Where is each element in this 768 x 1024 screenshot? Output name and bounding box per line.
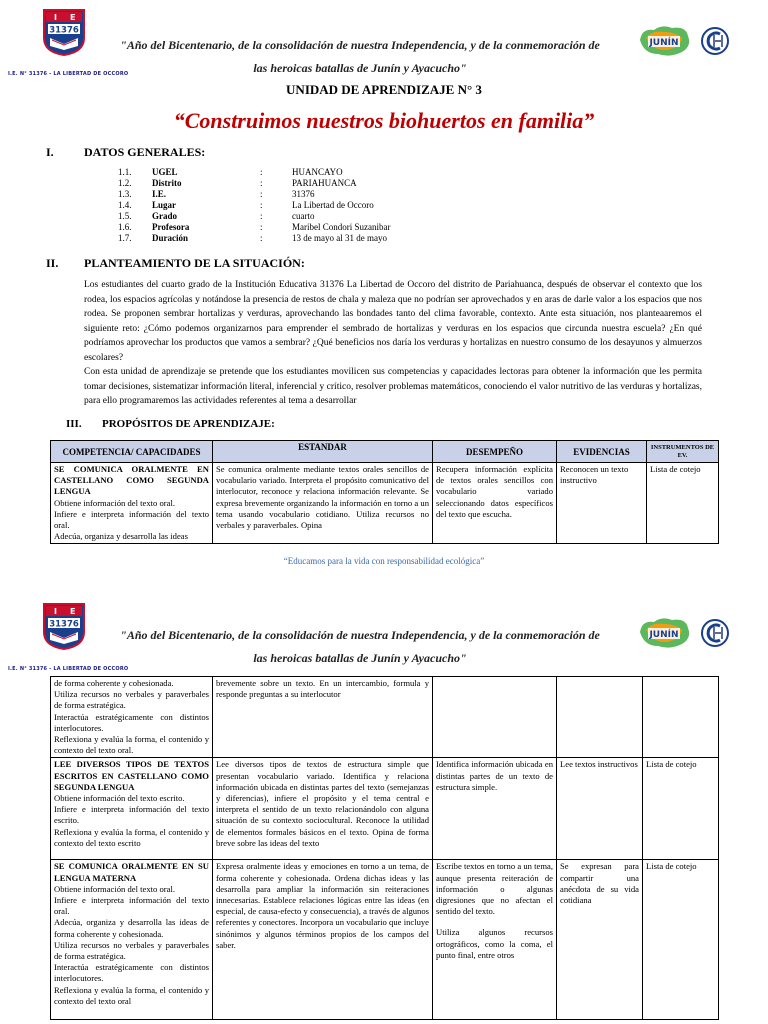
table-row <box>51 677 719 758</box>
data-row-colon: : <box>260 178 263 188</box>
evidencias-text: Se expresan para compartir una anécdota de su vida cotidiana <box>560 861 639 906</box>
logo-number: 31376 <box>49 25 79 36</box>
data-row-value: 13 de mayo al 31 de mayo <box>292 233 387 243</box>
evidencias-cell <box>557 758 643 860</box>
data-row-num: 1.7. <box>118 233 132 243</box>
year-motto-line-2: las heroicas batallas de Junín y Ayacucho" <box>253 651 467 665</box>
situation-paragraph-2: Con esta unidad de aprendizaje se pretende que los estudiantes movilicen sus competencias y capacidades lectoras para obtener la información que les permita tomar decisiones, sistematizar información literal, inferencial y crítico, resolver problemas matemáticos, conociendo el valor nutritivo de las verduras y hortalizas, para ello programaremos las actividades referentes al tema a desarrollar <box>84 367 702 406</box>
evidencias-cell <box>557 860 643 1020</box>
competencia-title: LEE DIVERSOS TIPOS DE TEXTOS ESCRITOS EN CASTELLANO COMO SEGUNDA LENGUA <box>54 759 209 792</box>
desempeno-cell <box>433 758 557 860</box>
instrumentos-cell <box>643 677 719 758</box>
section-3-title: PROPÓSITOS DE APRENDIZAJE: <box>102 418 275 430</box>
capacidad-item: Adecúa, organiza y desarrolla las ideas de forma coherente y cohesionada. <box>54 917 209 939</box>
junin-logo-text: JUNÍN <box>649 630 679 640</box>
unit-title: UNIDAD DE APRENDIZAJE N° 3 <box>286 82 482 97</box>
header-instrumentos: INSTRUMENTOS DE EV. <box>647 441 719 463</box>
data-row-grado <box>118 211 638 222</box>
competencia-cell <box>51 677 213 758</box>
capacidad-item: Adecúa, organiza y desarrolla las ideas <box>54 531 188 542</box>
data-row-num: 1.2. <box>118 178 132 188</box>
main-title: “Construimos nuestros biohuertos en familia” <box>173 108 595 133</box>
situation-paragraph-1: Los estudiantes del cuarto grado de la Institución Educativa 31376 La Libertad de Occoro del distrito de Pariahuanca, después de observar el contexto que los rodea, los espacios agrícolas y notándose la presencia de restos de chala y maleza que no podrían ser aprovechados y en aras de darle valor a los espacios que nos rodea. Se proponen sembrar hortalizas y verduras, aprovechando las bondades tanto del clima favorable, contexto. Ante esta situación, nos planteaaremos el siguiente reto: ¿Cómo podemos organizarnos para emprender el sembrado de hortalizas y verduras en los espacios que circunda nuestra escuela? ¿En qué podríamos aprovechar los productos que vamos a sembrar? ¿Qué beneficios nos daría los verduras y hortalizas en nuestro consumo de los desayunos y almuerzos escolares? <box>84 280 702 363</box>
data-row-duracion <box>118 233 638 244</box>
regional-government-logo <box>700 26 730 56</box>
instrumentos-cell <box>643 860 719 1020</box>
section-1-number: I. <box>46 145 54 159</box>
desempeno-cell <box>433 860 557 1020</box>
estandar-text: Se comunica oralmente mediante textos orales sencillos de vocabulario variado. Interpreta el propósito comunicativo del interlocutor, reconoce y relaciona información relevante. Se expresa brevemente organizando la información en torno a un tema usando vocabulario cotidiano. Utiliza recursos no verbales y paraverbales. Opina <box>216 464 429 531</box>
data-row-ugel <box>118 167 638 178</box>
desempeno-spacer <box>436 917 553 927</box>
header-competencia: COMPETENCIA/ CAPACIDADES <box>51 441 213 463</box>
data-row-profesora <box>118 222 638 233</box>
school-motto: I.E. N° 31376 - LA LIBERTAD DE OCCORO <box>8 71 129 77</box>
instrumentos-text: Lista de cotejo <box>650 464 701 474</box>
junin-region-logo <box>636 616 692 650</box>
svg-text:E: E <box>70 13 76 22</box>
purposes-table <box>50 440 719 544</box>
desempeno-text: Utiliza algunos recursos ortográficos, como la coma, el punto final, entre otros <box>436 927 553 960</box>
page-separator <box>0 590 768 600</box>
data-row-colon: : <box>260 233 263 243</box>
data-row-num: 1.3. <box>118 189 132 199</box>
data-row-value: Maribel Condori Suzanibar <box>292 222 391 232</box>
header-desempeno: DESEMPEÑO <box>433 441 557 463</box>
header-evidencias: EVIDENCIAS <box>557 441 647 463</box>
capacidad-item: Interactúa estratégicamente con distintos interlocutores. <box>54 962 209 984</box>
data-row-label: Duración <box>152 233 188 243</box>
data-row-colon: : <box>260 189 263 199</box>
capacidad-item: Interactúa estratégicamente con distintos interlocutores. <box>54 711 209 733</box>
school-crest-logo <box>40 602 88 650</box>
competencia-cell <box>51 758 213 860</box>
instrumentos-text: Lista de cotejo <box>646 861 697 872</box>
year-motto-line-1: "Año del Bicentenario, de la consolidación de nuestra Independencia, y de la conmemoración de <box>120 628 600 642</box>
competencia-title: SE COMUNICA ORALMENTE EN SU LENGUA MATERNA <box>54 861 209 883</box>
data-row-distrito <box>118 178 638 189</box>
capacidad-item: Infiere e interpreta información del texto oral. <box>54 508 209 531</box>
data-row-value: 31376 <box>292 189 315 199</box>
data-row-label: Lugar <box>152 200 177 210</box>
data-row-num: 1.5. <box>118 211 132 221</box>
data-row-value: PARIAHUANCA <box>292 178 357 188</box>
school-crest-logo <box>40 8 88 56</box>
section-2-number: II. <box>46 256 59 270</box>
data-row-num: 1.6. <box>118 222 132 232</box>
estandar-text: Expresa oralmente ideas y emociones en torno a un tema, de forma coherente y cohesionada. Ordena dichas ideas y las desarrolla para ampliar la información sin reiteraciones innecesarias. Establece relaciones lógicas entre las ideas (en especial, de causa-efecto y consecuencia), a través de algunos referentes y conectores. Incorpora un vocabulario que incluye sinónimos y algunos términos propios de los campos del saber. <box>216 861 429 950</box>
year-motto-line-2: las heroicas batallas de Junín y Ayacucho" <box>253 61 467 75</box>
data-row-num: 1.4. <box>118 200 132 210</box>
section-3-number: III. <box>66 418 82 430</box>
capacidad-item: Utiliza recursos no verbales y paraverbales de forma estratégica. <box>54 689 209 711</box>
evidencias-text: Reconocen un texto instructivo <box>560 464 629 486</box>
data-row-colon: : <box>260 200 263 210</box>
competencia-title: SE COMUNICA ORALMENTE EN CASTELLANO COMO SEGUNDA LENGUA <box>54 464 209 497</box>
data-row-label: I.E. <box>152 189 167 199</box>
data-row-label: Profesora <box>152 222 190 232</box>
purposes-table-continued <box>50 676 719 1020</box>
junin-region-logo <box>636 24 692 58</box>
capacidad-item: Obtiene información del texto escrito. <box>54 793 185 804</box>
capacidad-item: Infiere e interpreta información del texto escrito. <box>54 804 209 826</box>
header-estandar: ESTANDAR <box>213 441 433 463</box>
data-row-label: Distrito <box>152 178 182 188</box>
table-row <box>51 463 719 544</box>
estandar-cell <box>213 463 433 544</box>
capacidad-item: Obtiene información del texto oral. <box>54 497 175 508</box>
capacidad-item: Obtiene información del texto oral. <box>54 883 175 894</box>
section-1-title: DATOS GENERALES: <box>84 145 206 159</box>
capacidad-item: Reflexiona y evalúa la forma, el contenido y contexto del texto oral. <box>54 734 209 756</box>
data-row-lugar <box>118 200 638 211</box>
instrumentos-cell <box>643 758 719 860</box>
data-row-value: La Libertad de Occoro <box>292 200 374 210</box>
data-row-num: 1.1. <box>118 167 132 177</box>
evidencias-cell <box>557 463 647 544</box>
competencia-cell <box>51 860 213 1020</box>
desempeno-cell <box>433 463 557 544</box>
estandar-text: brevemente sobre un texto. En un intercambio, formula y responde preguntas a su interlocutor <box>216 678 429 700</box>
section-2-title: PLANTEAMIENTO DE LA SITUACIÓN: <box>84 256 305 270</box>
data-row-label: UGEL <box>152 167 178 177</box>
data-row-colon: : <box>260 222 263 232</box>
estandar-cell <box>213 758 433 860</box>
junin-logo-text: JUNÍN <box>649 38 679 48</box>
evidencias-cell <box>557 677 643 758</box>
capacidad-item: Infiere e interpreta información del texto oral. <box>54 895 209 917</box>
regional-government-logo <box>700 618 730 648</box>
data-row-value: cuarto <box>292 211 315 221</box>
data-row-value: HUANCAYO <box>292 167 343 177</box>
data-row-colon: : <box>260 211 263 221</box>
capacidad-item: de forma coherente y cohesionada. <box>54 678 174 688</box>
desempeno-text: Escribe textos en torno a un tema, aunque presenta reiteración de información o algunas digresiones que no afectan el sentido del texto. <box>436 861 553 917</box>
capacidad-item: Utiliza recursos no verbales y paraverbales de forma estratégica. <box>54 939 209 962</box>
table-header-row <box>51 441 719 463</box>
competencia-cell <box>51 463 213 544</box>
data-row-ie <box>118 189 638 200</box>
data-row-colon: : <box>260 167 263 177</box>
year-motto-line-1: "Año del Bicentenario, de la consolidación de nuestra Independencia, y de la conmemoración de <box>120 38 600 52</box>
desempeno-text: Recupera información explícita de textos orales sencillos con vocabulario variado seleccionando datos específicos del texto que escucha. <box>436 464 553 519</box>
instrumentos-cell <box>647 463 719 544</box>
svg-text:I: I <box>54 13 57 22</box>
table-row <box>51 758 719 860</box>
desempeno-text: Identifica información ubicada en distintas partes de un texto de estructura simple. <box>436 759 553 792</box>
document-page-2 <box>0 600 768 1024</box>
evidencias-text: Lee textos instructivos <box>560 759 638 770</box>
svg-text:I: I <box>54 607 57 616</box>
desempeno-cell <box>433 677 557 758</box>
logo-number: 31376 <box>49 619 79 630</box>
school-motto: I.E. N° 31376 - LA LIBERTAD DE OCCORO <box>8 666 129 672</box>
capacidad-item: Reflexiona y evalúa la forma, el contenido y contexto del texto oral <box>54 984 209 1006</box>
capacidad-item: Reflexiona y evalúa la forma, el contenido y contexto del texto escrito <box>54 826 209 848</box>
estandar-text: Lee diversos tipos de textos de estructura simple que presentan vocabulario variado. Identifica y relaciona información ubicada en distintas partes del texto (semejanzas y diferencias), infiere el propósito y el tema central e interpreta el sentido de un texto relacionándolo con alguna situación de su contexto sociocultural. Reconoce la utilidad de elementos formales básicos en el texto. Opina de forma breve sobre las ideas del texto <box>216 759 429 848</box>
page-footer: “Educamos para la vida con responsabilidad ecológica” <box>283 556 485 566</box>
year-motto <box>100 34 620 80</box>
data-row-label: Grado <box>152 211 178 221</box>
svg-text:E: E <box>70 607 76 616</box>
table-row <box>51 860 719 1020</box>
instrumentos-text: Lista de cotejo <box>646 759 697 770</box>
year-motto <box>100 624 620 670</box>
estandar-cell <box>213 677 433 758</box>
estandar-cell <box>213 860 433 1020</box>
